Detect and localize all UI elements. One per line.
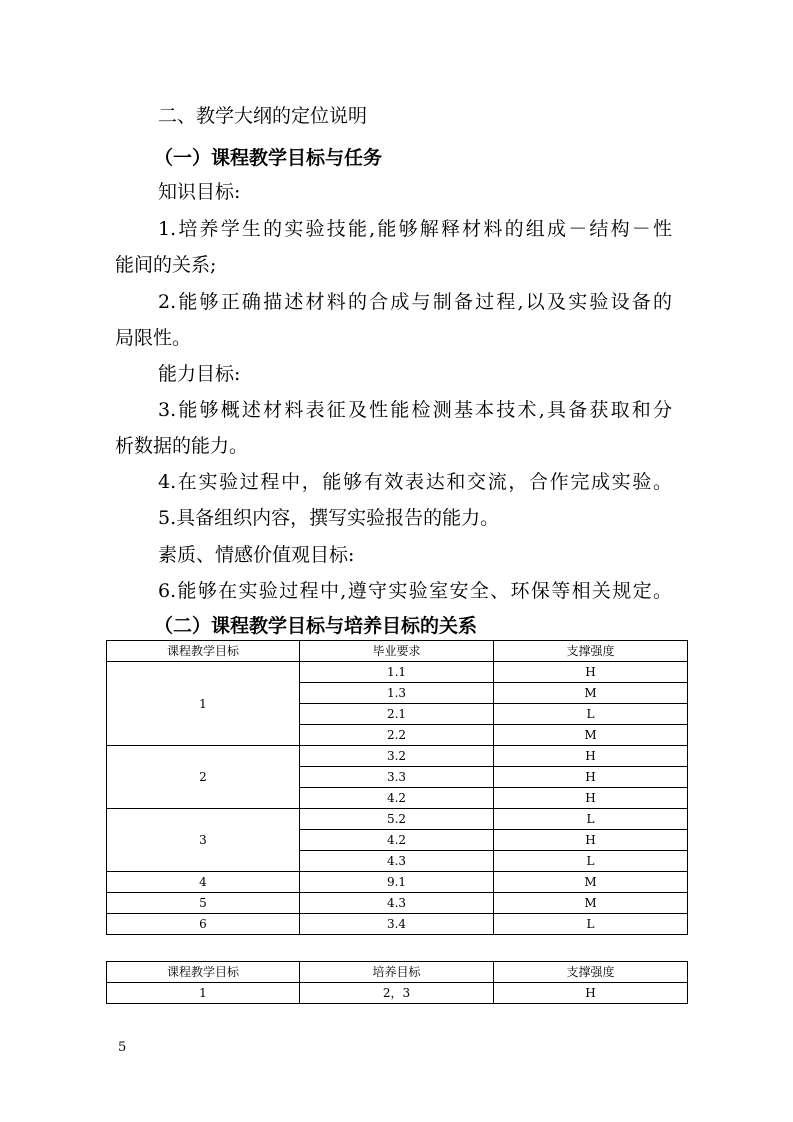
section-heading: 二、教学大纲的定位说明 [158,105,368,127]
requirement-cell: 3.2 [300,746,494,767]
goal-cell: 1 [107,662,300,746]
requirement-cell: 9.1 [300,872,494,893]
header-course-goal: 课程教学目标 [107,641,300,662]
header-support-strength: 支撑强度 [494,962,688,983]
table-row [107,983,688,1004]
requirement-cell: 3.3 [300,767,494,788]
strength-cell: H [494,788,688,809]
goal-cell: 3 [107,809,300,872]
requirement-cell: 2.2 [300,725,494,746]
ability-goal-label: 能力目标: [158,363,241,385]
strength-cell: H [494,662,688,683]
goal-requirement-table [106,640,688,935]
strength-cell: H [494,767,688,788]
goal-item-3-line-1: 3.能够概述材料表征及性能检测基本技术,具备获取和分 [158,399,672,421]
requirement-cell: 4.3 [300,851,494,872]
page-number: 5 [118,1040,127,1055]
goal-item-2-line-2: 局限性。 [115,327,192,349]
goal-item-1-line-2: 能间的关系; [115,254,217,276]
header-course-goal: 课程教学目标 [107,962,300,983]
strength-cell: M [494,893,688,914]
table-row [107,872,688,893]
requirement-cell: 4.2 [300,788,494,809]
goal-item-2-line-1: 2.能够正确描述材料的合成与制备过程,以及实验设备的 [158,291,672,313]
table-header-row [107,962,688,983]
requirement-cell: 1.1 [300,662,494,683]
requirement-cell: 2.1 [300,704,494,725]
goal-cell: 4 [107,872,300,893]
quality-goal-label: 素质、情感价值观目标: [158,544,355,566]
strength-cell: L [494,704,688,725]
requirement-cell: 4.2 [300,830,494,851]
table-row [107,893,688,914]
requirement-cell: 4.3 [300,893,494,914]
header-training-goal: 培养目标 [300,962,494,983]
goal-cell: 1 [107,983,300,1004]
table-row [107,746,688,767]
table-row [107,809,688,830]
strength-cell: M [494,683,688,704]
goal-item-5: 5.具备组织内容，撰写实验报告的能力。 [158,507,500,529]
goal-cell: 6 [107,914,300,935]
strength-cell: L [494,914,688,935]
goal-training-table [106,961,688,1004]
requirement-cell: 5.2 [300,809,494,830]
training-goal-cell: 2，3 [300,983,494,1004]
knowledge-goal-label: 知识目标: [158,181,241,203]
goal-item-3-line-2: 析数据的能力。 [115,435,249,457]
goal-cell: 2 [107,746,300,809]
strength-cell: H [494,746,688,767]
subsection-heading-1: （一）课程教学目标与任务 [154,147,383,169]
header-graduation-requirement: 毕业要求 [300,641,494,662]
table-header-row [107,641,688,662]
strength-cell: M [494,872,688,893]
requirement-cell: 1.3 [300,683,494,704]
header-support-strength: 支撑强度 [494,641,688,662]
goal-cell: 5 [107,893,300,914]
requirement-cell: 3.4 [300,914,494,935]
strength-cell: M [494,725,688,746]
strength-cell: L [494,809,688,830]
table-row [107,914,688,935]
subsection-heading-2: （二）课程教学目标与培养目标的关系 [154,615,478,637]
strength-cell: H [494,830,688,851]
strength-cell: L [494,851,688,872]
table-row [107,662,688,683]
goal-item-1-line-1: 1.培养学生的实验技能,能够解释材料的组成－结构－性 [158,218,672,240]
strength-cell: H [494,983,688,1004]
goal-item-6: 6.能够在实验过程中,遵守实验室安全、环保等相关规定。 [158,580,672,602]
goal-item-4: 4.在实验过程中，能够有效表达和交流，合作完成实验。 [158,471,672,493]
